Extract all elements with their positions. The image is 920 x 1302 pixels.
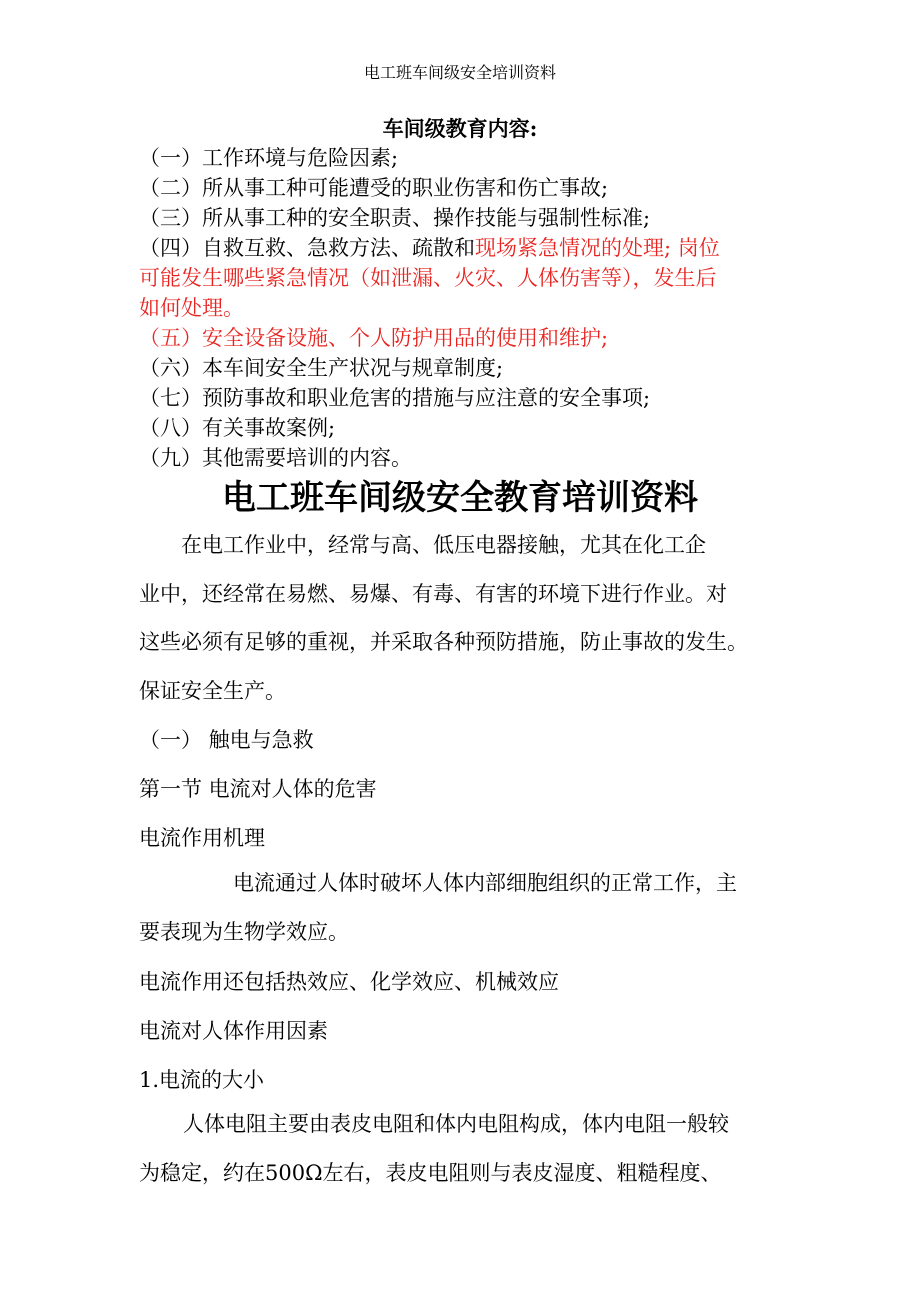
outline-item: （六）本车间安全生产状况与规章制度; [139, 356, 504, 380]
document-title: 电工班车间级安全教育培训资料 [222, 478, 698, 518]
outline-item: （一）工作环境与危险因素; [139, 146, 399, 170]
paragraph-line: 在电工作业中，经常与高、低压电器接触，尤其在化工企 [181, 533, 706, 557]
outline-item-protection: （五）安全设备设施、个人防护用品的使用和维护; [139, 326, 609, 350]
paragraph-line: 人体电阻主要由表皮电阻和体内电阻构成，体内电阻一般较 [183, 1112, 729, 1136]
paragraph-line: 要表现为生物学效应。 [139, 919, 349, 944]
outline-item: （八）有关事故案例; [139, 416, 336, 440]
paragraph-line: 电流通过人体时破坏人体内部细胞组织的正常工作，主 [233, 871, 737, 895]
section-heading-electric-shock: （一） 触电与急救 [139, 728, 314, 752]
mechanism-paragraph [139, 859, 791, 956]
chapter-heading: 第一节 电流对人体的危害 [139, 777, 377, 801]
effects-line: 电流作用还包括热效应、化学效应、机械效应 [139, 970, 559, 994]
paragraph-line: 为稳定，约在500Ω左右，表皮电阻则与表皮湿度、粗糙程度、 [139, 1160, 722, 1185]
highlighted-text: 现场紧急情况的处理; 岗位 [475, 236, 720, 260]
resistance-paragraph [139, 1100, 791, 1197]
running-header: 电工班车间级安全培训资料 [363, 63, 556, 82]
outline-item: （二）所从事工种可能遭受的职业伤害和伤亡事故; [139, 176, 609, 200]
outline-item: （九）其他需要培训的内容。 [139, 446, 412, 470]
outline-list [139, 143, 789, 473]
outline-item: （七）预防事故和职业危害的措施与应注意的安全事项; [139, 386, 651, 410]
paragraph-line: 保证安全生产。 [139, 678, 286, 703]
outline-item-text: （四）自救互救、急救方法、疏散和 [139, 236, 475, 260]
highlighted-text-line: 如何处理。 [139, 296, 244, 320]
outline-item-emergency [139, 233, 789, 263]
outline-item: （三）所从事工种的安全职责、操作技能与强制性标准; [139, 206, 651, 230]
section-heading: 车间级教育内容: [382, 116, 538, 141]
paragraph-line: 这些必须有足够的重视，并采取各种预防措施，防止事故的发生。 [139, 630, 748, 654]
highlighted-text-line: 可能发生哪些紧急情况（如泄漏、火灾、人体伤害等），发生后 [139, 266, 717, 290]
subheading-mechanism: 电流作用机理 [139, 826, 265, 850]
factor-item: 1.电流的大小 [139, 1068, 265, 1092]
subheading-factors: 电流对人体作用因素 [139, 1019, 328, 1043]
paragraph-line: 业中，还经常在易燃、易爆、有毒、有害的环境下进行作业。对 [139, 581, 727, 606]
intro-paragraph [139, 521, 791, 715]
